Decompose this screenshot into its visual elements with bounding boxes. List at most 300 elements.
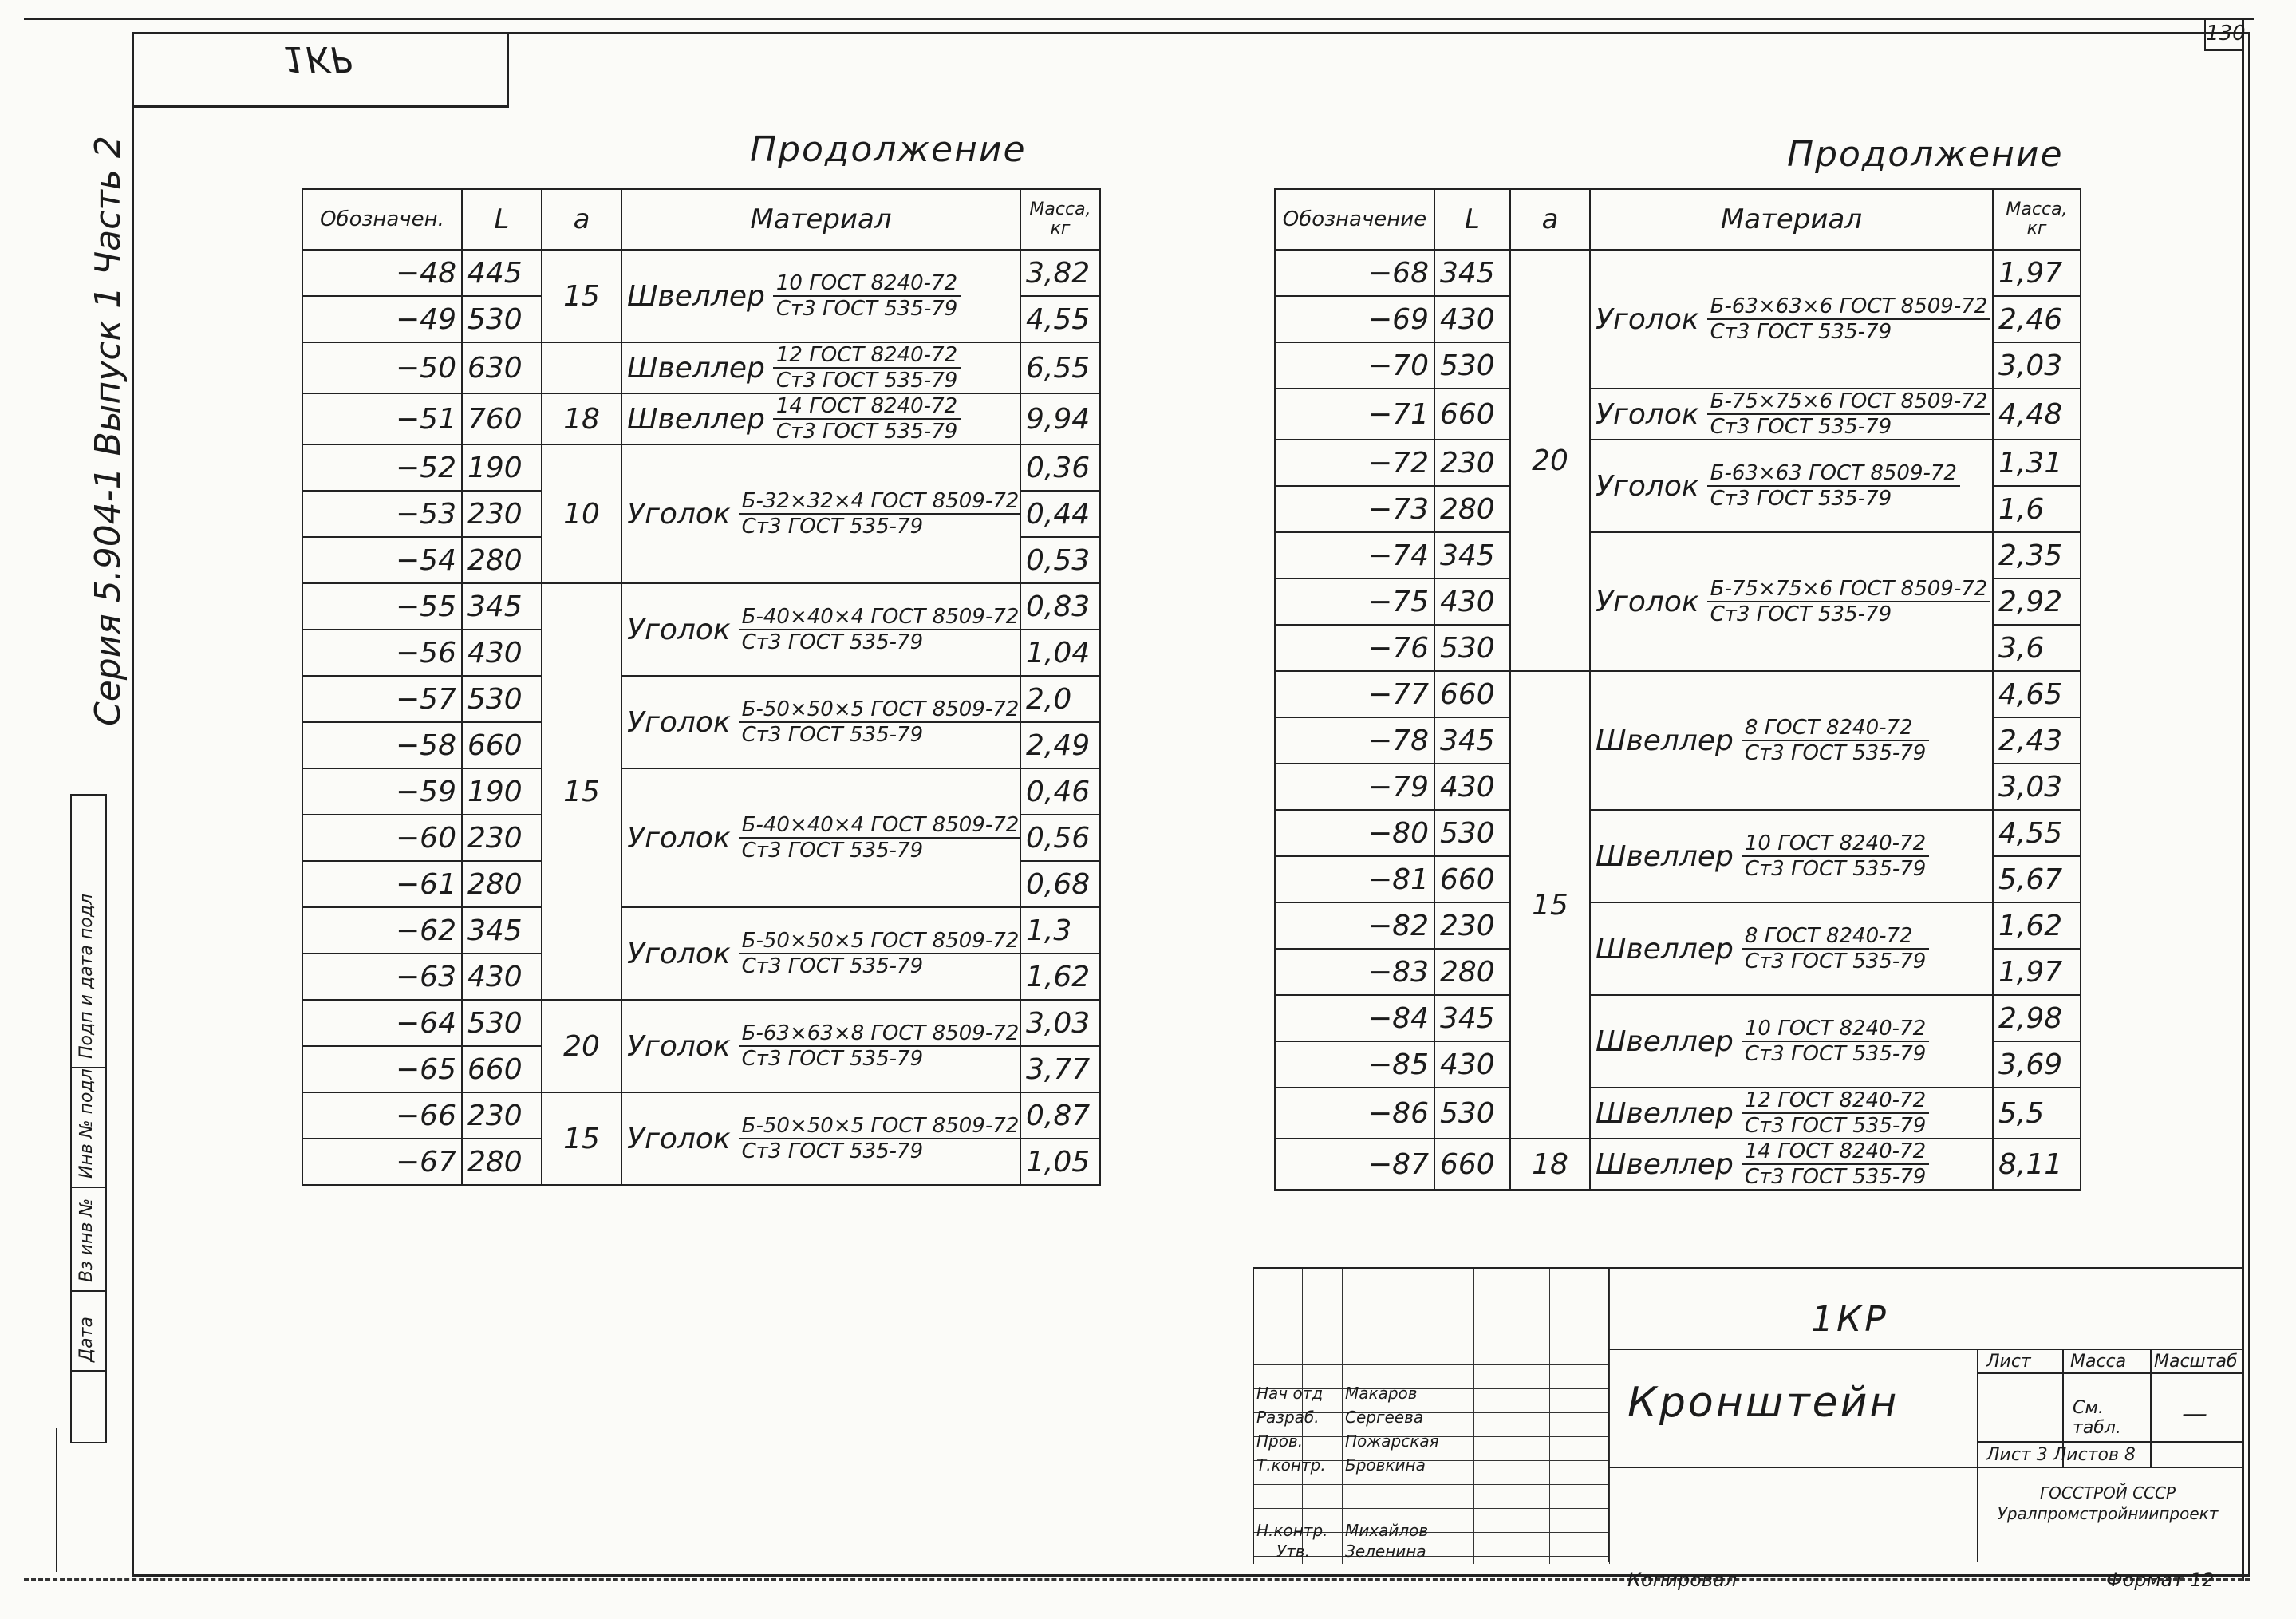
- material-grade: Ст3 ГОСТ 535-79: [741, 723, 924, 747]
- tb-divider: [1977, 1441, 2242, 1443]
- mass-header: Масса, кг: [1020, 189, 1100, 250]
- tb-name: Пожарская: [1345, 1431, 1439, 1451]
- designation-cell: −77: [1275, 671, 1434, 717]
- length-cell: 345: [462, 907, 542, 954]
- series-side-label: Серия 5.904-1 Выпуск 1 Часть 2: [88, 136, 128, 726]
- material-name: Уголок: [1596, 302, 1699, 336]
- tb-row: [1254, 1269, 1609, 1293]
- material-cell: [621, 393, 1020, 444]
- table-row: [302, 1000, 1100, 1046]
- tb-col: [1549, 1269, 1550, 1564]
- material-fraction: [1742, 1139, 1929, 1189]
- material-spec: [627, 271, 1015, 321]
- mass-cell: 2,49: [1020, 722, 1100, 768]
- material-profile: Б-75×75×6 ГОСТ 8509-72: [1707, 577, 1991, 602]
- table-row: [1275, 389, 2081, 440]
- material-fraction: [739, 1021, 1020, 1071]
- mass-cell: 0,44: [1020, 491, 1100, 537]
- material-cell: [1590, 995, 1993, 1088]
- table-row: [1275, 250, 2081, 296]
- a-cell: 15: [1510, 671, 1590, 1139]
- material-grade: Ст3 ГОСТ 535-79: [741, 954, 924, 978]
- material-fraction: [739, 1114, 1020, 1163]
- mass-cell: 4,48: [1993, 389, 2081, 440]
- material-profile: 12 ГОСТ 8240-72: [773, 343, 961, 369]
- tb-name: Бровкина: [1345, 1455, 1426, 1475]
- material-spec: [1596, 1088, 1987, 1138]
- material-grade: Ст3 ГОСТ 535-79: [1710, 415, 1892, 439]
- length-cell: 345: [1434, 532, 1510, 578]
- length-cell: 345: [1434, 995, 1510, 1041]
- material-fraction: [1707, 461, 1960, 511]
- material-spec: [1596, 1017, 1987, 1066]
- length-cell: 660: [1434, 1139, 1510, 1190]
- length-cell: 660: [1434, 671, 1510, 717]
- material-grade: Ст3 ГОСТ 535-79: [775, 297, 958, 321]
- mass-cell: 1,31: [1993, 440, 2081, 486]
- material-grade: Ст3 ГОСТ 535-79: [1744, 857, 1927, 881]
- material-fraction: [773, 343, 961, 393]
- material-name: Уголок: [1596, 397, 1699, 431]
- material-grade: Ст3 ГОСТ 535-79: [741, 839, 924, 863]
- material-profile: Б-75×75×6 ГОСТ 8509-72: [1707, 389, 1991, 415]
- tb-divider: [1977, 1349, 1978, 1562]
- material-profile: Б-40×40×4 ГОСТ 8509-72: [739, 813, 1020, 839]
- material-profile: Б-32×32×4 ГОСТ 8509-72: [739, 489, 1020, 515]
- side-stamp-box: [70, 794, 107, 1443]
- tb-organization: ГОССТРОЙ СССР Уралпромстройниипроект: [1997, 1483, 2219, 1523]
- designation-cell: −72: [1275, 440, 1434, 486]
- mass-cell: 2,43: [1993, 717, 2081, 764]
- material-grade: Ст3 ГОСТ 535-79: [1744, 741, 1927, 765]
- a-cell: 18: [1510, 1139, 1590, 1190]
- material-fraction: [1707, 577, 1991, 626]
- a-header: а: [1510, 189, 1590, 250]
- material-name: Швеллер: [1596, 724, 1734, 757]
- material-cell: [1590, 250, 1993, 389]
- material-spec: [1596, 716, 1987, 765]
- tb-role: Т.контр.: [1256, 1455, 1326, 1475]
- length-cell: 530: [462, 296, 542, 342]
- material-spec: [627, 929, 1020, 978]
- frame-top-line: [24, 18, 2254, 20]
- designation-cell: −67: [302, 1139, 462, 1185]
- tb-row: [1254, 1484, 1609, 1509]
- a-cell: 15: [542, 583, 621, 1000]
- length-cell: 280: [462, 861, 542, 907]
- material-grade: Ст3 ГОСТ 535-79: [741, 1047, 924, 1071]
- material-name: Уголок: [1596, 585, 1699, 618]
- material-spec: [627, 394, 1015, 444]
- table-row: [1275, 1088, 2081, 1139]
- material-fraction: [1707, 294, 1991, 344]
- designation-cell: −49: [302, 296, 462, 342]
- material-cell: [621, 444, 1020, 583]
- table-row: [1275, 440, 2081, 486]
- material-cell: [1590, 1139, 1993, 1190]
- l-header: L: [462, 189, 542, 250]
- material-grade: Ст3 ГОСТ 535-79: [1744, 1114, 1927, 1138]
- designation-cell: −85: [1275, 1041, 1434, 1088]
- mass-cell: 9,94: [1020, 393, 1100, 444]
- material-profile: 10 ГОСТ 8240-72: [1742, 1017, 1929, 1042]
- designation-cell: −61: [302, 861, 462, 907]
- mass-cell: 1,97: [1993, 250, 2081, 296]
- mass-cell: 1,05: [1020, 1139, 1100, 1185]
- mass-cell: 1,3: [1020, 907, 1100, 954]
- material-fraction: [1742, 924, 1929, 973]
- table-row: [1275, 902, 2081, 949]
- length-cell: 345: [1434, 717, 1510, 764]
- designation-cell: −56: [302, 630, 462, 676]
- designation-header: Обозначение: [1275, 189, 1434, 250]
- designation-cell: −57: [302, 676, 462, 722]
- tb-name: Михайлов: [1345, 1521, 1429, 1540]
- material-profile: 8 ГОСТ 8240-72: [1742, 924, 1929, 950]
- designation-cell: −80: [1275, 810, 1434, 856]
- table-row: [302, 907, 1100, 954]
- length-cell: 345: [1434, 250, 1510, 296]
- length-cell: 630: [462, 342, 542, 393]
- corner-stamp: [132, 32, 509, 108]
- length-cell: 660: [462, 1046, 542, 1092]
- length-cell: 190: [462, 768, 542, 815]
- mass-cell: 3,69: [1993, 1041, 2081, 1088]
- tb-name: Макаров: [1345, 1384, 1418, 1403]
- mass-cell: 2,98: [1993, 995, 2081, 1041]
- designation-cell: −71: [1275, 389, 1434, 440]
- mass-cell: 3,6: [1993, 625, 2081, 671]
- designation-cell: −73: [1275, 486, 1434, 532]
- a-header: а: [542, 189, 621, 250]
- drawing-title: Кронштейн: [1627, 1379, 1900, 1427]
- material-spec: [627, 697, 1020, 747]
- mass-cell: 0,83: [1020, 583, 1100, 630]
- tb-divider: [1977, 1372, 2242, 1374]
- mass-cell: 1,62: [1020, 954, 1100, 1000]
- mass-cell: 3,82: [1020, 250, 1100, 296]
- material-grade: Ст3 ГОСТ 535-79: [741, 630, 924, 654]
- table-row: [1275, 810, 2081, 856]
- mass-cell: 1,97: [1993, 949, 2081, 995]
- length-cell: 530: [462, 676, 542, 722]
- table-row: [302, 676, 1100, 722]
- material-fraction: [773, 394, 961, 444]
- material-profile: 14 ГОСТ 8240-72: [1742, 1139, 1929, 1165]
- tb-row: [1254, 1317, 1609, 1341]
- tb-format: Формат 12: [2106, 1569, 2215, 1591]
- mass-cell: 0,53: [1020, 537, 1100, 583]
- right-table-heading: Продолжение: [1787, 134, 2064, 175]
- material-cell: [621, 250, 1020, 342]
- designation-cell: −82: [1275, 902, 1434, 949]
- material-spec: [1596, 389, 1987, 439]
- material-fraction: [739, 489, 1020, 539]
- designation-cell: −76: [1275, 625, 1434, 671]
- material-grade: Ст3 ГОСТ 535-79: [1744, 1165, 1927, 1189]
- material-spec: [627, 813, 1020, 863]
- mass-cell: 0,87: [1020, 1092, 1100, 1139]
- length-cell: 430: [1434, 578, 1510, 625]
- tb-role: Разраб.: [1256, 1408, 1320, 1427]
- mass-cell: 2,92: [1993, 578, 2081, 625]
- material-profile: Б-40×40×4 ГОСТ 8509-72: [739, 605, 1020, 630]
- right-spec-table: [1274, 188, 2081, 1191]
- material-grade: Ст3 ГОСТ 535-79: [1710, 487, 1892, 511]
- length-cell: 530: [1434, 342, 1510, 389]
- designation-cell: −48: [302, 250, 462, 296]
- length-cell: 190: [462, 444, 542, 491]
- tb-list-header: Лист: [1986, 1352, 2031, 1372]
- designation-cell: −83: [1275, 949, 1434, 995]
- designation-cell: −81: [1275, 856, 1434, 902]
- length-cell: 530: [462, 1000, 542, 1046]
- material-spec: [1596, 294, 1987, 344]
- length-cell: 280: [462, 537, 542, 583]
- material-grade: Ст3 ГОСТ 535-79: [775, 369, 958, 393]
- material-header: Материал: [1590, 189, 1993, 250]
- material-cell: [621, 676, 1020, 768]
- material-grade: Ст3 ГОСТ 535-79: [741, 1139, 924, 1163]
- side-stamp-label: Подп и дата подл: [77, 894, 97, 1059]
- mass-cell: 4,55: [1993, 810, 2081, 856]
- tb-name: Сергеева: [1345, 1408, 1424, 1427]
- length-cell: 530: [1434, 1088, 1510, 1139]
- designation-cell: −84: [1275, 995, 1434, 1041]
- material-fraction: [1742, 716, 1929, 765]
- material-cell: [1590, 902, 1993, 995]
- tb-col: [1342, 1269, 1343, 1564]
- tb-mass-header: Масса: [2070, 1352, 2127, 1372]
- material-cell: [621, 342, 1020, 393]
- designation-header: Обозначен.: [302, 189, 462, 250]
- designation-cell: −78: [1275, 717, 1434, 764]
- material-cell: [1590, 1088, 1993, 1139]
- mass-cell: 1,04: [1020, 630, 1100, 676]
- tb-mass-value: См. табл.: [2073, 1398, 2121, 1438]
- mass-cell: 0,46: [1020, 768, 1100, 815]
- material-cell: [621, 1092, 1020, 1185]
- material-spec: [1596, 461, 1987, 511]
- mass-cell: 3,03: [1020, 1000, 1100, 1046]
- material-grade: Ст3 ГОСТ 535-79: [1710, 602, 1892, 626]
- table-row: [302, 250, 1100, 296]
- tb-row: [1254, 1293, 1609, 1317]
- material-fraction: [1707, 389, 1991, 439]
- material-fraction: [1742, 1088, 1929, 1138]
- material-spec: [627, 605, 1020, 654]
- material-name: Швеллер: [1596, 1025, 1734, 1058]
- table-row: [302, 583, 1100, 630]
- material-profile: 14 ГОСТ 8240-72: [773, 394, 961, 420]
- mass-cell: 3,77: [1020, 1046, 1100, 1092]
- designation-cell: −68: [1275, 250, 1434, 296]
- designation-cell: −86: [1275, 1088, 1434, 1139]
- frame-bottom-line: [24, 1578, 2250, 1581]
- length-cell: 280: [462, 1139, 542, 1185]
- material-grade: Ст3 ГОСТ 535-79: [1744, 950, 1927, 973]
- length-cell: 230: [1434, 440, 1510, 486]
- sheet-number: 130: [2204, 18, 2243, 51]
- table-row: [302, 342, 1100, 393]
- material-profile: Б-50×50×5 ГОСТ 8509-72: [739, 929, 1020, 954]
- a-cell: [542, 342, 621, 393]
- material-spec: [1596, 577, 1987, 626]
- table-row: [1275, 1139, 2081, 1190]
- side-stamp-cell: [72, 1290, 105, 1372]
- material-profile: 10 ГОСТ 8240-72: [773, 271, 961, 297]
- left-table-heading: Продолжение: [750, 129, 1027, 170]
- length-cell: 430: [1434, 1041, 1510, 1088]
- material-spec: [627, 489, 1020, 539]
- material-spec: [1596, 1139, 1987, 1189]
- mass-cell: 2,0: [1020, 676, 1100, 722]
- designation-cell: −58: [302, 722, 462, 768]
- material-profile: Б-63×63×6 ГОСТ 8509-72: [1707, 294, 1991, 320]
- material-spec: [627, 1021, 1020, 1071]
- table-header-row: [302, 189, 1100, 250]
- material-cell: [1590, 389, 1993, 440]
- material-fraction: [1742, 1017, 1929, 1066]
- mass-cell: 0,56: [1020, 815, 1100, 861]
- table-row: [302, 393, 1100, 444]
- length-cell: 445: [462, 250, 542, 296]
- material-name: Уголок: [627, 1122, 731, 1155]
- material-cell: [1590, 532, 1993, 671]
- designation-cell: −63: [302, 954, 462, 1000]
- material-profile: 8 ГОСТ 8240-72: [1742, 716, 1929, 741]
- tb-divider: [1608, 1349, 2242, 1350]
- a-cell: 20: [1510, 250, 1590, 671]
- designation-cell: −70: [1275, 342, 1434, 389]
- length-cell: 530: [1434, 810, 1510, 856]
- material-spec: [627, 1114, 1020, 1163]
- tb-copied: Копировал: [1627, 1569, 1738, 1591]
- tb-col: [1473, 1269, 1474, 1564]
- material-profile: 10 ГОСТ 8240-72: [1742, 831, 1929, 857]
- material-cell: [621, 583, 1020, 676]
- material-cell: [1590, 440, 1993, 532]
- material-grade: Ст3 ГОСТ 535-79: [1744, 1042, 1927, 1066]
- mass-cell: 2,46: [1993, 296, 2081, 342]
- length-cell: 660: [462, 722, 542, 768]
- side-tick: [56, 1428, 57, 1572]
- length-cell: 345: [462, 583, 542, 630]
- material-header: Материал: [621, 189, 1020, 250]
- table-row: [302, 768, 1100, 815]
- material-name: Швеллер: [627, 279, 765, 313]
- mass-cell: 2,35: [1993, 532, 2081, 578]
- mass-cell: 1,6: [1993, 486, 2081, 532]
- a-cell: 18: [542, 393, 621, 444]
- material-name: Уголок: [627, 1029, 731, 1063]
- length-cell: 660: [1434, 856, 1510, 902]
- material-profile: Б-50×50×5 ГОСТ 8509-72: [739, 1114, 1020, 1139]
- table-row: [302, 1092, 1100, 1139]
- length-cell: 430: [1434, 296, 1510, 342]
- mass-cell: 3,03: [1993, 764, 2081, 810]
- tb-scale-header: Масштаб: [2154, 1352, 2238, 1372]
- mass-cell: 0,36: [1020, 444, 1100, 491]
- material-name: Швеллер: [627, 351, 765, 385]
- mass-cell: 3,03: [1993, 342, 2081, 389]
- material-fraction: [739, 929, 1020, 978]
- table-row: [1275, 671, 2081, 717]
- side-stamp-cell: [72, 1187, 105, 1292]
- designation-cell: −59: [302, 768, 462, 815]
- length-cell: 530: [1434, 625, 1510, 671]
- table-header-row: [1275, 189, 2081, 250]
- a-cell: 15: [542, 1092, 621, 1185]
- designation-cell: −75: [1275, 578, 1434, 625]
- material-fraction: [739, 697, 1020, 747]
- material-spec: [1596, 831, 1987, 881]
- material-profile: Б-63×63×8 ГОСТ 8509-72: [739, 1021, 1020, 1047]
- designation-cell: −79: [1275, 764, 1434, 810]
- material-profile: Б-50×50×5 ГОСТ 8509-72: [739, 697, 1020, 723]
- designation-cell: −50: [302, 342, 462, 393]
- length-cell: 230: [462, 1092, 542, 1139]
- tb-row: [1254, 1341, 1609, 1365]
- material-fraction: [739, 605, 1020, 654]
- tb-role: Н.контр.: [1256, 1521, 1328, 1540]
- material-name: Уголок: [1596, 469, 1699, 503]
- designation-cell: −55: [302, 583, 462, 630]
- side-stamp-label: Вз инв №: [77, 1198, 97, 1282]
- material-spec: [1596, 924, 1987, 973]
- mass-cell: 4,65: [1993, 671, 2081, 717]
- left-spec-table: [302, 188, 1101, 1186]
- tb-divider: [1608, 1467, 2242, 1468]
- length-cell: 280: [1434, 486, 1510, 532]
- mass-cell: 5,67: [1993, 856, 2081, 902]
- material-cell: [1590, 671, 1993, 810]
- length-cell: 230: [462, 491, 542, 537]
- designation-cell: −62: [302, 907, 462, 954]
- length-cell: 230: [1434, 902, 1510, 949]
- designation-cell: −65: [302, 1046, 462, 1092]
- mass-cell: 6,55: [1020, 342, 1100, 393]
- l-header: L: [1434, 189, 1510, 250]
- length-cell: 430: [462, 954, 542, 1000]
- length-cell: 760: [462, 393, 542, 444]
- mass-cell: 8,11: [1993, 1139, 2081, 1190]
- stamp-text: 1КР: [283, 38, 352, 79]
- table-row: [302, 444, 1100, 491]
- material-grade: Ст3 ГОСТ 535-79: [1710, 320, 1892, 344]
- tb-sheet-info: Лист 3 Листов 8: [1986, 1445, 2136, 1465]
- material-fraction: [773, 271, 961, 321]
- material-cell: [621, 1000, 1020, 1092]
- material-profile: Б-63×63 ГОСТ 8509-72: [1707, 461, 1960, 487]
- material-cell: [621, 768, 1020, 907]
- material-grade: Ст3 ГОСТ 535-79: [741, 515, 924, 539]
- tb-divider: [1608, 1267, 1609, 1562]
- a-cell: 10: [542, 444, 621, 583]
- table-row: [1275, 995, 2081, 1041]
- tb-role: Нач отд: [1256, 1384, 1324, 1403]
- length-cell: 430: [462, 630, 542, 676]
- material-fraction: [1742, 831, 1929, 881]
- side-stamp-label: Дата: [77, 1317, 97, 1362]
- side-stamp-cell: [72, 796, 105, 1068]
- length-cell: 230: [462, 815, 542, 861]
- material-profile: 12 ГОСТ 8240-72: [1742, 1088, 1929, 1114]
- tb-role: Пров.: [1256, 1431, 1304, 1451]
- designation-cell: −54: [302, 537, 462, 583]
- length-cell: 660: [1434, 389, 1510, 440]
- designation-cell: −60: [302, 815, 462, 861]
